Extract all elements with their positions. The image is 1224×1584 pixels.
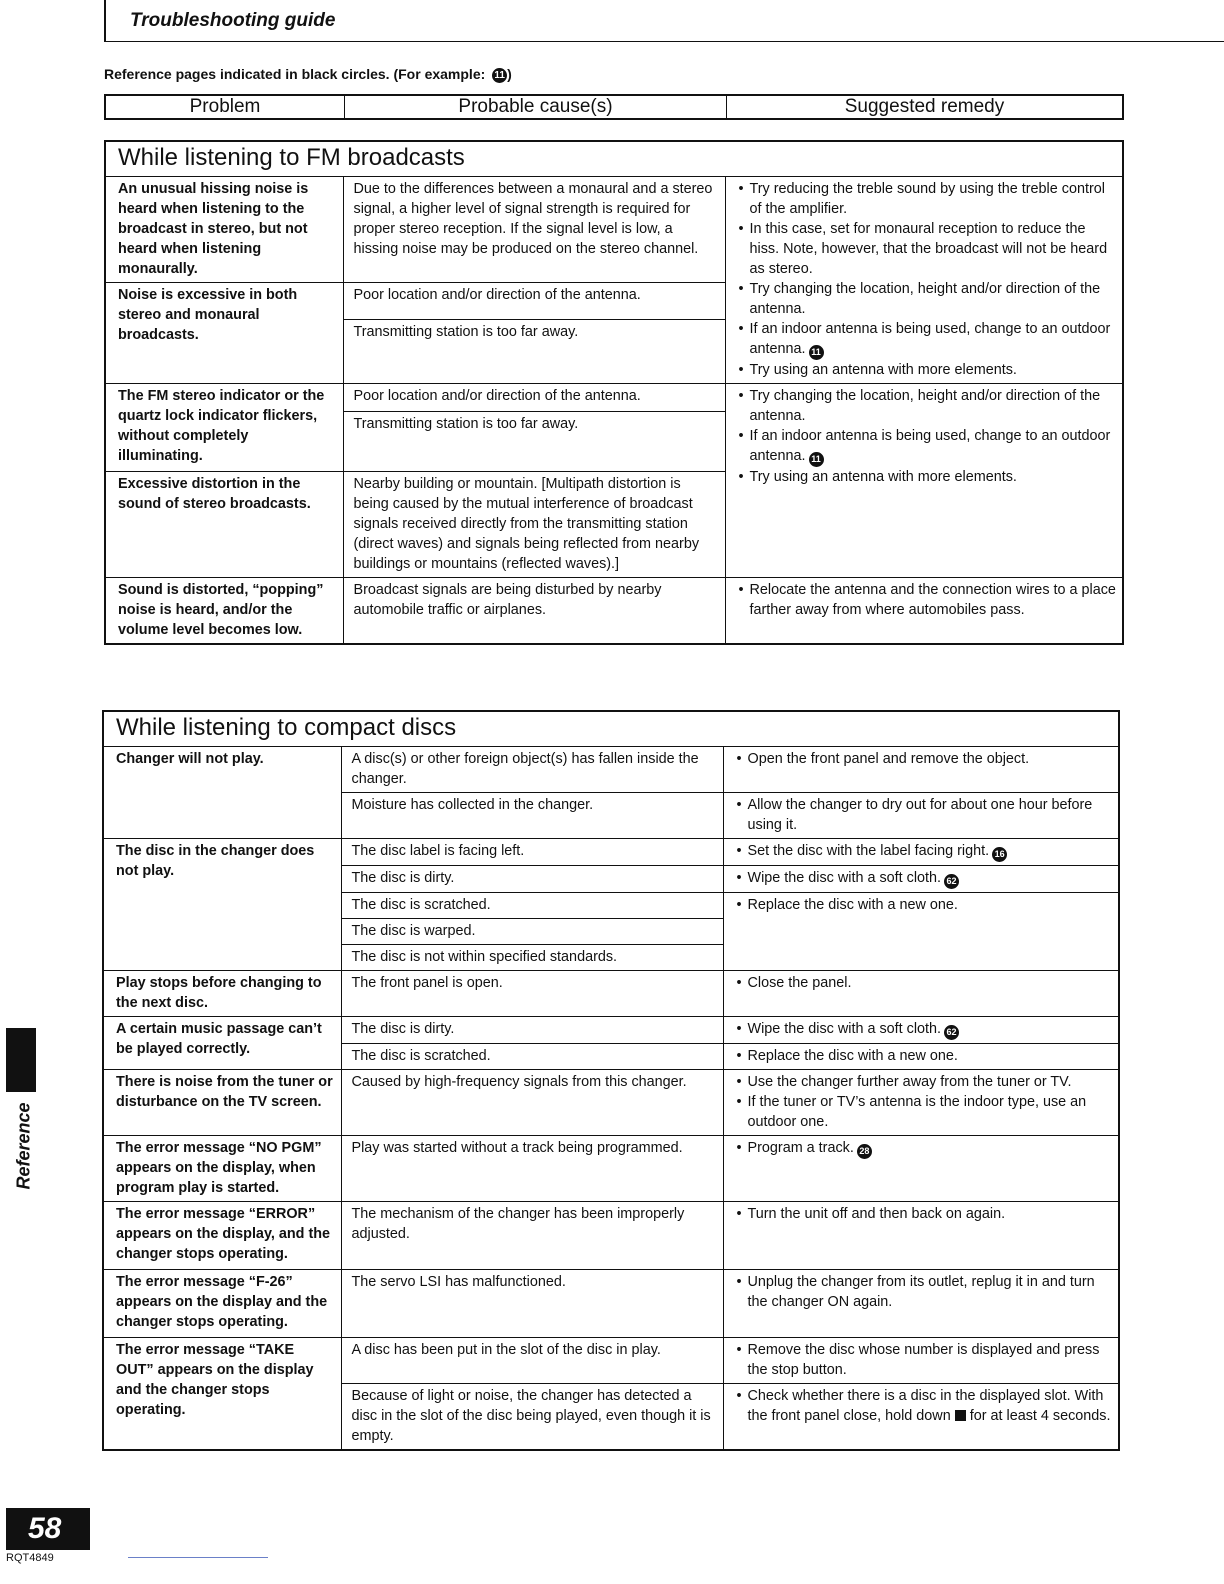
cd-cause-slot-in-play: A disc has been put in the slot of the disc in play. <box>341 1338 723 1384</box>
cd-cause-label-left: The disc label is facing left. <box>341 839 723 866</box>
cd-remedy-wipe-2 <box>723 1017 1119 1044</box>
cd-remedy-bullet: • Close the panel. <box>734 973 1113 993</box>
cd-remedy-program <box>723 1136 1119 1202</box>
cd-remedy-text: Program a track. <box>747 1140 854 1156</box>
running-header <box>104 0 1224 42</box>
cd-problem-error: The error message “ERROR” appears on the display, and the changer stops operating. <box>103 1202 341 1270</box>
cd-remedy-power-cycle <box>723 1202 1119 1270</box>
fm-problem-distortion: Excessive distortion in the sound of stereo broadcasts. <box>105 472 343 578</box>
document-code: RQT4849 <box>6 1552 54 1564</box>
section-tab-marker <box>6 1028 36 1092</box>
cd-problem-no-pgm: The error message “NO PGM” appears on the display, when program play is started. <box>103 1136 341 1202</box>
cd-remedy-bullet: • Open the front panel and remove the object. <box>734 749 1113 769</box>
fm-cause-location: Poor location and/or direction of the antenna. <box>343 283 725 320</box>
page-number-box <box>6 1508 90 1550</box>
cd-cause-foreign-object: A disc(s) or other foreign object(s) has fallen inside the changer. <box>341 747 723 793</box>
cd-remedy-bullet <box>734 1019 1113 1040</box>
cd-cause-not-programmed: Play was started without a track being programmed. <box>341 1136 723 1202</box>
fm-remedy-bullet <box>736 426 1117 467</box>
column-header-bar <box>104 94 1124 120</box>
cd-remedy-dry-out <box>723 793 1119 839</box>
cd-remedy-bullet: • Turn the unit off and then back on again. <box>734 1204 1113 1224</box>
cd-remedy-remove-disc <box>723 1338 1119 1384</box>
cd-remedy-text: Wipe the disc with a soft cloth. <box>747 1021 942 1037</box>
side-label-text: Reference <box>13 1102 34 1190</box>
fm-remedy-bullet: • Try using an antenna with more elements. <box>736 360 1117 380</box>
reference-note-text: Reference pages indicated in black circles. (For example: <box>104 66 490 82</box>
reference-note <box>104 66 512 83</box>
cd-cause-dirty: The disc is dirty. <box>341 866 723 893</box>
fm-remedy-hissing <box>725 177 1123 384</box>
cd-cause-false-detect: Because of light or noise, the changer has detected a disc in the slot of the disc being played, even though it is empty. <box>341 1384 723 1451</box>
reference-note-suffix: ) <box>507 66 512 82</box>
fm-troubleshooting-table <box>104 140 1124 645</box>
cd-cause-scratched-2: The disc is scratched. <box>341 1044 723 1070</box>
cd-problem-take-out: The error message “TAKE OUT” appears on the display and the changer stops operating. <box>103 1338 341 1451</box>
page-number: 58 <box>28 1512 62 1545</box>
fm-cause-location-2: Poor location and/or direction of the antenna. <box>343 384 725 412</box>
cd-remedy-bullet: • If the tuner or TV’s antenna is the indoor type, use an outdoor one. <box>734 1092 1113 1132</box>
fm-remedy-text: If an indoor antenna is being used, change to an outdoor antenna. <box>749 321 1111 357</box>
cd-remedy-bullet: • Remove the disc whose number is displayed and press the stop button. <box>734 1340 1113 1380</box>
cd-remedy-bullet: • Replace the disc with a new one. <box>734 1046 1113 1066</box>
cd-problem-f26: The error message “F-26” appears on the display and the changer stops operating. <box>103 1270 341 1338</box>
fm-cause-traffic: Broadcast signals are being disturbed by nearby automobile traffic or airplanes. <box>343 578 725 645</box>
cd-remedy-text: Check whether there is a disc in the displayed slot. With the front panel close, hold down <box>747 1388 1104 1424</box>
cd-remedy-move-away <box>723 1070 1119 1136</box>
fm-remedy-bullet: • Try changing the location, height and/or direction of the antenna. <box>736 279 1117 319</box>
page-ref-icon: 62 <box>944 874 959 889</box>
cd-remedy-wipe <box>723 866 1119 893</box>
fm-remedy-popping <box>725 578 1123 645</box>
cd-remedy-bullet: • Use the changer further away from the tuner or TV. <box>734 1072 1113 1092</box>
cd-cause-mechanism: The mechanism of the changer has been improperly adjusted. <box>341 1202 723 1270</box>
cd-section-title: While listening to compact discs <box>103 711 1119 747</box>
cd-remedy-text: for at least 4 seconds. <box>969 1408 1111 1424</box>
fm-cause-distance-2: Transmitting station is too far away. <box>343 412 725 472</box>
cd-remedy-replace <box>723 893 1119 971</box>
cd-remedy-bullet <box>734 841 1113 862</box>
fm-remedy-indicator <box>725 384 1123 578</box>
cd-remedy-check-slot <box>723 1384 1119 1451</box>
cd-remedy-label-right <box>723 839 1119 866</box>
cd-remedy-bullet <box>734 1386 1113 1426</box>
fm-remedy-bullet: • Try changing the location, height and/or direction of the antenna. <box>736 386 1117 426</box>
fm-remedy-bullet: • Try reducing the treble sound by using the treble control of the amplifier. <box>736 179 1117 219</box>
page-ref-icon: 62 <box>944 1025 959 1040</box>
fm-problem-indicator: The FM stereo indicator or the quartz lock indicator flickers, without completely illuminating. <box>105 384 343 472</box>
fm-cause-distance: Transmitting station is too far away. <box>343 320 725 384</box>
stop-button-icon <box>955 1410 966 1421</box>
cd-cause-warped: The disc is warped. <box>341 919 723 945</box>
cd-remedy-text: Wipe the disc with a soft cloth. <box>747 870 942 886</box>
cd-remedy-bullet <box>734 868 1113 889</box>
cd-remedy-bullet: • Unplug the changer from its outlet, replug it in and turn the changer ON again. <box>734 1272 1113 1312</box>
page-ref-icon: 11 <box>809 452 824 467</box>
cd-cause-nonstandard: The disc is not within specified standards. <box>341 945 723 971</box>
cd-problem-tuner-noise: There is noise from the tuner or disturbance on the TV screen. <box>103 1070 341 1136</box>
cd-problem-play-stops: Play stops before changing to the next disc. <box>103 971 341 1017</box>
fm-remedy-bullet: • Relocate the antenna and the connection wires to a place farther away from where automobiles pass. <box>736 580 1117 620</box>
cd-cause-high-frequency: Caused by high-frequency signals from this changer. <box>341 1070 723 1136</box>
cd-cause-scratched: The disc is scratched. <box>341 893 723 919</box>
cd-remedy-close-panel <box>723 971 1119 1017</box>
cd-remedy-text: Set the disc with the label facing right. <box>747 843 990 859</box>
cd-problem-disc-not-play: The disc in the changer does not play. <box>103 839 341 971</box>
cd-remedy-bullet: • Replace the disc with a new one. <box>734 895 1113 915</box>
fm-cause-multipath: Nearby building or mountain. [Multipath distortion is being caused by the mutual interference of broadcast signals received directly from the transmitting station (direct waves) and signals being reflected from nearby buildings or mountains (reflected waves).] <box>343 472 725 578</box>
column-header-remedy: Suggested remedy <box>726 96 1122 118</box>
cd-cause-panel-open: The front panel is open. <box>341 971 723 1017</box>
cd-cause-dirty-2: The disc is dirty. <box>341 1017 723 1044</box>
fm-section-title: While listening to FM broadcasts <box>105 141 1123 177</box>
cd-remedy-bullet: • Allow the changer to dry out for about one hour before using it. <box>734 795 1113 835</box>
cd-problem-not-play: Changer will not play. <box>103 747 341 839</box>
section-side-label <box>0 1104 48 1188</box>
fm-cause-hissing: Due to the differences between a monaural and a stereo signal, a higher level of signal strength is required for proper stereo reception. If the signal level is low, a hissing noise may be produced on the stereo channel. <box>343 177 725 283</box>
footer-rule <box>128 1557 268 1558</box>
fm-remedy-bullet <box>736 319 1117 360</box>
cd-cause-servo: The servo LSI has malfunctioned. <box>341 1270 723 1338</box>
fm-remedy-text: If an indoor antenna is being used, change to an outdoor antenna. <box>749 428 1111 464</box>
page-ref-icon: 28 <box>857 1144 872 1159</box>
cd-remedy-remove-object <box>723 747 1119 793</box>
cd-problem-passage: A certain music passage can’t be played correctly. <box>103 1017 341 1070</box>
page-ref-icon: 16 <box>992 847 1007 862</box>
reference-page-badge: 11 <box>492 68 507 83</box>
cd-troubleshooting-table <box>102 710 1120 1451</box>
cd-cause-moisture: Moisture has collected in the changer. <box>341 793 723 839</box>
column-header-problem: Problem <box>189 96 261 117</box>
fm-remedy-bullet: • Try using an antenna with more elements. <box>736 467 1117 487</box>
column-header-cause: Probable cause(s) <box>344 96 726 118</box>
page-ref-icon: 11 <box>809 345 824 360</box>
fm-problem-noise: Noise is excessive in both stereo and monaural broadcasts. <box>105 283 343 384</box>
cd-remedy-replace-2 <box>723 1044 1119 1070</box>
cd-remedy-unplug <box>723 1270 1119 1338</box>
page-heading: Troubleshooting guide <box>130 10 336 31</box>
fm-problem-hissing: An unusual hissing noise is heard when listening to the broadcast in stereo, but not heard when listening monaurally. <box>105 177 343 283</box>
fm-problem-popping: Sound is distorted, “popping” noise is heard, and/or the volume level becomes low. <box>105 578 343 645</box>
fm-remedy-bullet: • In this case, set for monaural reception to reduce the hiss. Note, however, that the broadcast will not be heard as stereo. <box>736 219 1117 279</box>
cd-remedy-bullet <box>734 1138 1113 1159</box>
